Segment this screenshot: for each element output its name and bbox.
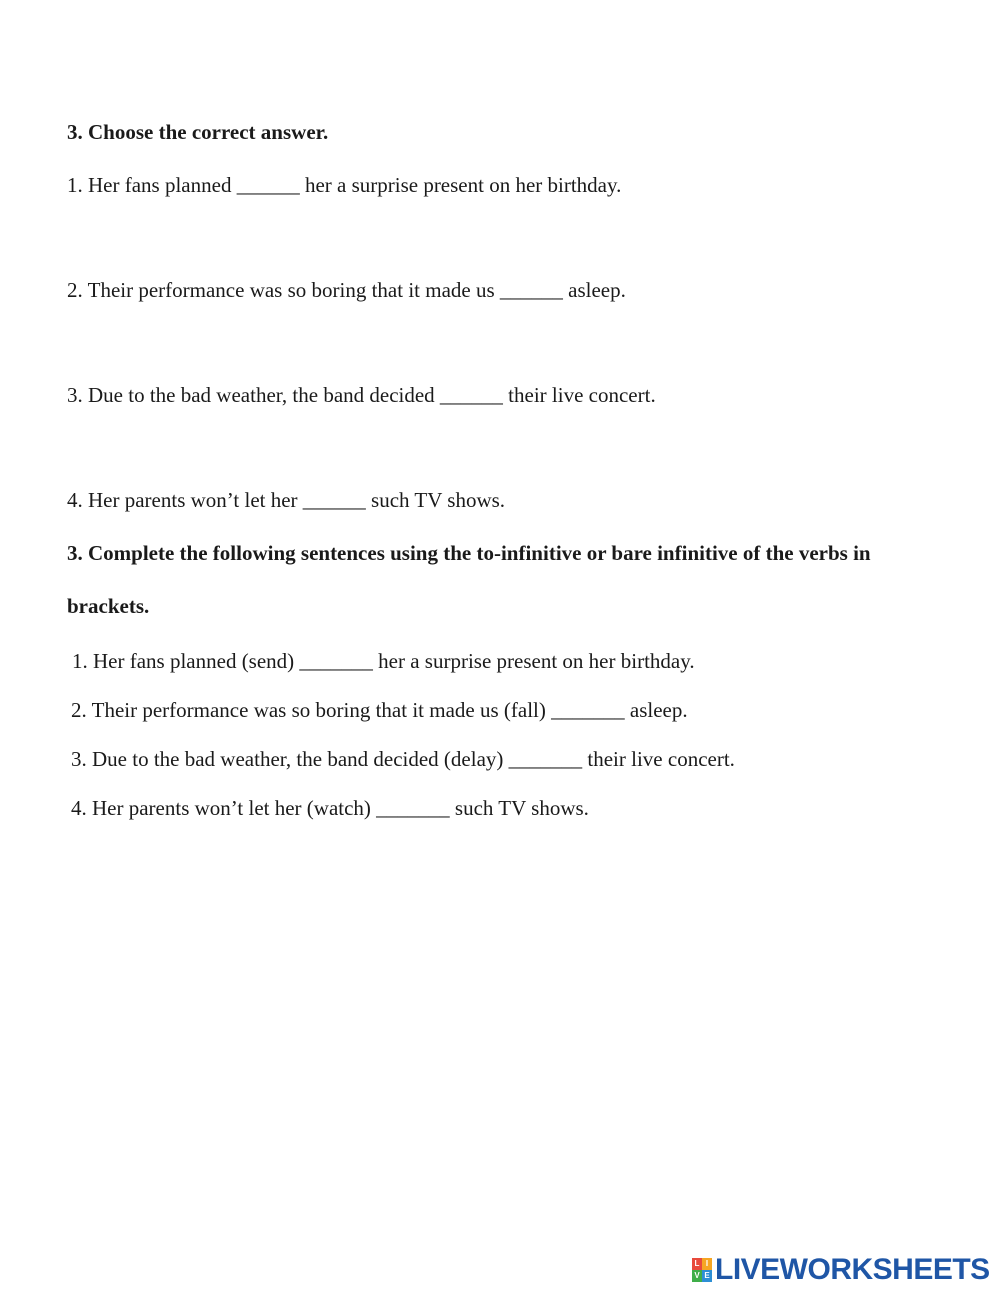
section-b-item-1: 1. Her fans planned (send) _______ her a surprise present on her birthday.	[72, 649, 695, 673]
liveworksheets-logo	[692, 1254, 990, 1286]
section-a-item-2: 2. Their performance was so boring that it made us ______ asleep.	[67, 278, 626, 302]
logo-text: LIVEWORKSHEETS	[715, 1253, 990, 1286]
section-a-heading: 3. Choose the correct answer.	[67, 120, 329, 144]
section-b-item-2: 2. Their performance was so boring that it made us (fall) _______ asleep.	[71, 698, 688, 722]
badge-letter-i: I	[702, 1258, 712, 1270]
badge-letter-e: E	[702, 1270, 712, 1282]
badge-letter-v: V	[692, 1270, 702, 1282]
section-a-item-1: 1. Her fans planned ______ her a surprise present on her birthday.	[67, 173, 622, 197]
section-b-heading-line-2: brackets.	[67, 594, 150, 618]
section-b-heading-line-1: 3. Complete the following sentences using the to-infinitive or bare infinitive of the verbs in	[67, 541, 871, 565]
section-b-item-3: 3. Due to the bad weather, the band decided (delay) _______ their live concert.	[71, 747, 735, 771]
section-b-item-4: 4. Her parents won’t let her (watch) _______ such TV shows.	[71, 796, 589, 820]
section-a-item-4: 4. Her parents won’t let her ______ such TV shows.	[67, 488, 506, 512]
section-a-item-3: 3. Due to the bad weather, the band decided ______ their live concert.	[67, 383, 656, 407]
badge-letter-l: L	[692, 1258, 702, 1270]
live-badge-icon	[692, 1258, 712, 1282]
